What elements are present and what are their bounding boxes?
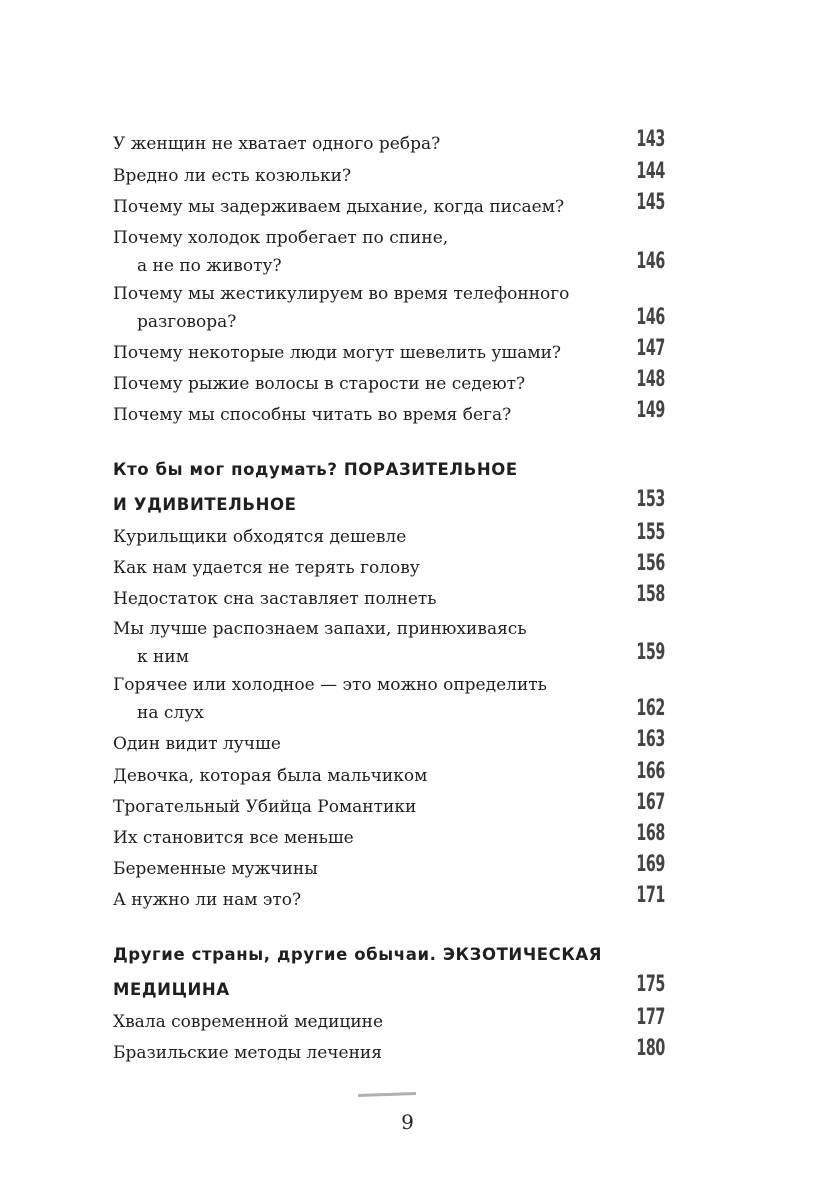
toc-entry bbox=[113, 790, 665, 817]
toc-entry-title: Недостаток сна заставляет полнеть bbox=[113, 589, 437, 609]
toc-entry-title: Трогательный Убийца Романтики bbox=[113, 797, 417, 817]
toc-page-number: 144 bbox=[636, 159, 665, 184]
toc-entry-title: Мы лучше распознаем запахи, принюхиваясь bbox=[113, 619, 527, 639]
toc-page-number: 166 bbox=[636, 759, 665, 784]
dot-leader bbox=[432, 557, 611, 577]
toc-entry bbox=[113, 336, 665, 363]
dot-leader bbox=[294, 255, 611, 275]
toc-entry bbox=[113, 1005, 665, 1032]
toc-page-number: 162 bbox=[636, 696, 665, 721]
toc-entry-title: Почему мы способны читать во время бега? bbox=[113, 405, 512, 425]
toc-entry-title: Почему мы жестикулируем во время телефонного bbox=[113, 284, 570, 304]
toc-entry-title: Курильщики обходятся дешевле bbox=[113, 527, 407, 547]
toc-page-number: 175 bbox=[636, 972, 665, 997]
dot-leader bbox=[449, 588, 611, 608]
page-number: 9 bbox=[401, 1110, 414, 1134]
toc-entry-title: У женщин не хватает одного ребра? bbox=[113, 134, 441, 154]
dot-leader bbox=[363, 165, 611, 185]
dot-leader bbox=[201, 646, 611, 666]
section-heading-line: МЕДИЦИНА bbox=[113, 979, 230, 999]
toc-entry bbox=[113, 759, 665, 786]
toc-entry-title: Почему рыжие волосы в старости не седеют? bbox=[113, 374, 526, 394]
toc-page-number: 155 bbox=[636, 520, 665, 545]
toc-entry bbox=[113, 821, 665, 848]
toc-entry-title: Почему холодок пробегает по спине, bbox=[113, 228, 449, 248]
toc-entry-title: Почему мы задерживаем дыхание, когда писаем? bbox=[113, 197, 565, 217]
toc-entry bbox=[113, 367, 665, 394]
dot-leader bbox=[452, 133, 611, 153]
toc-entry-title: Вредно ли есть козюльки? bbox=[113, 166, 352, 186]
toc-entry-title-cont: а не по животу? bbox=[137, 256, 282, 276]
toc-entry bbox=[113, 1036, 665, 1063]
toc-page-number: 171 bbox=[636, 883, 665, 908]
toc-page-number: 147 bbox=[636, 336, 665, 361]
dot-leader bbox=[573, 342, 611, 362]
toc-page-number: 146 bbox=[636, 249, 665, 274]
toc-page-number: 145 bbox=[636, 190, 665, 215]
toc-entry-title-cont: на слух bbox=[137, 703, 204, 723]
dot-leader bbox=[418, 526, 611, 546]
toc-entry bbox=[113, 230, 665, 275]
dot-leader bbox=[216, 702, 611, 722]
toc-entry bbox=[113, 190, 665, 217]
toc-entry-title: Беременные мужчины bbox=[113, 859, 318, 879]
toc-entry-title: Хвала современной медицине bbox=[113, 1012, 384, 1032]
toc-page-number: 163 bbox=[636, 727, 665, 752]
toc-entry bbox=[113, 621, 665, 666]
toc-entry bbox=[113, 582, 665, 609]
dot-leader bbox=[248, 311, 611, 331]
toc-entry bbox=[113, 520, 665, 547]
toc-entry bbox=[113, 551, 665, 578]
toc-entry-title: Девочка, которая была мальчиком bbox=[113, 766, 428, 786]
dot-leader bbox=[576, 196, 611, 216]
toc-page-number: 148 bbox=[636, 367, 665, 392]
toc-page-number: 149 bbox=[636, 398, 665, 423]
section-heading bbox=[113, 462, 665, 513]
toc-entry-title: Как нам удается не терять голову bbox=[113, 558, 420, 578]
toc-entry bbox=[113, 727, 665, 754]
toc-entry bbox=[113, 883, 665, 910]
toc-page-number: 177 bbox=[636, 1005, 665, 1030]
folio-rule bbox=[358, 1092, 416, 1097]
toc-entry bbox=[113, 398, 665, 425]
dot-leader bbox=[428, 796, 611, 816]
dot-leader bbox=[394, 1042, 611, 1062]
section-heading-line: Другие страны, другие обычаи. ЭКЗОТИЧЕСКАЯ bbox=[113, 945, 603, 964]
toc-page-number: 158 bbox=[636, 582, 665, 607]
toc-entry-title: Горячее или холодное — это можно определить bbox=[113, 675, 547, 695]
toc-entry-title: Их становится все меньше bbox=[113, 828, 354, 848]
toc-entry-title: Почему некоторые люди могут шевелить ушами? bbox=[113, 343, 562, 363]
toc-page-number: 146 bbox=[636, 305, 665, 330]
toc-page-number: 180 bbox=[636, 1036, 665, 1061]
toc-page-number: 169 bbox=[636, 852, 665, 877]
toc-entry-title-cont: к ним bbox=[137, 647, 189, 667]
section-heading-line: И УДИВИТЕЛЬНОЕ bbox=[113, 494, 297, 514]
dot-leader bbox=[366, 827, 611, 847]
toc-page-number: 159 bbox=[636, 640, 665, 665]
toc-entry-title: Один видит лучше bbox=[113, 734, 281, 754]
toc-page-number: 143 bbox=[636, 127, 665, 152]
toc-page-number: 153 bbox=[636, 487, 665, 512]
toc-entry bbox=[113, 127, 665, 154]
toc-entry bbox=[113, 286, 665, 331]
dot-leader bbox=[293, 733, 611, 753]
dot-leader bbox=[330, 858, 611, 878]
toc-page-number: 168 bbox=[636, 821, 665, 846]
toc-page-number: 156 bbox=[636, 551, 665, 576]
dot-leader bbox=[537, 373, 611, 393]
section-heading bbox=[113, 947, 665, 998]
dot-leader bbox=[313, 889, 611, 909]
dot-leader bbox=[395, 1011, 611, 1031]
section-heading-line: Кто бы мог подумать? ПОРАЗИТЕЛЬНОЕ bbox=[113, 460, 518, 479]
dot-leader bbox=[523, 404, 611, 424]
toc-entry-title-cont: разговора? bbox=[137, 312, 237, 332]
toc-page-number: 167 bbox=[636, 790, 665, 815]
dot-leader bbox=[439, 765, 611, 785]
dot-leader bbox=[242, 978, 611, 998]
toc-entry bbox=[113, 159, 665, 186]
dot-leader bbox=[308, 493, 611, 513]
toc-entry-title: А нужно ли нам это? bbox=[113, 890, 302, 910]
toc-entry-title: Бразильские методы лечения bbox=[113, 1043, 382, 1063]
toc-entry bbox=[113, 852, 665, 879]
toc-entry bbox=[113, 677, 665, 722]
